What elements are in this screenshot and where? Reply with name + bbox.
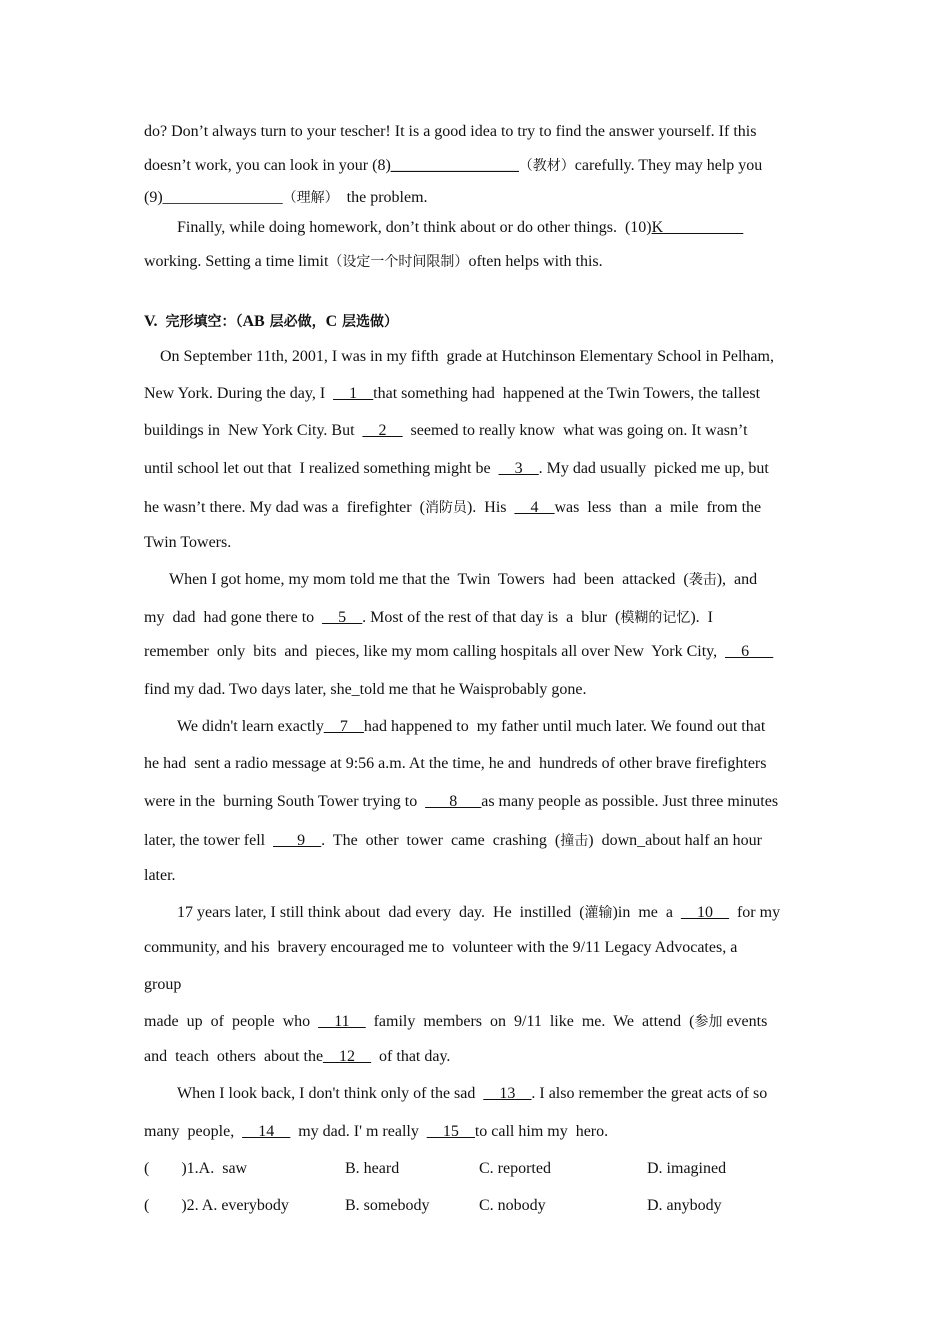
question-2-option-a: ( )2. A. everybody xyxy=(144,1197,289,1214)
blank-5: __5__ xyxy=(322,609,363,626)
passage-line: my dad had gone there to __5__. Most of the rest of that day is a blur (模糊的记忆). I xyxy=(144,609,713,626)
passage-line: community, and his bravery encouraged me to volunteer with the 9/11 Legacy Advocates, a xyxy=(144,939,738,956)
blank-10-cloze: __10__ xyxy=(680,904,729,921)
blank-8-cloze: ___8___ xyxy=(425,793,482,810)
passage-line: buildings in New York City. But __2__ seemed to really know what was going on. It wasn’t xyxy=(144,422,748,439)
section-title: V. 完形填空：（AB 层必做，C 层选做） xyxy=(144,313,399,330)
blank-9: (9)_______________ xyxy=(144,189,283,206)
question-2-option-d: D. anybody xyxy=(647,1197,722,1214)
passage-line: until school let out that I realized something might be __3__. My dad usually picked me up, but xyxy=(144,460,769,477)
question-1-option-b: B. heard xyxy=(345,1160,400,1177)
passage-line: When I look back, I don't think only of the sad __13__. I also remember the great acts of so xyxy=(177,1085,768,1102)
blank-9-cloze: ___9__ xyxy=(273,832,322,849)
passage-line: 17 years later, I still think about dad every day. He instilled (灌输)in me a __10__ for my xyxy=(177,904,781,921)
fill-in-line-5: working. Setting a time limit（设定一个时间限制）often helps with this. xyxy=(144,253,603,270)
blank-4: __4__ xyxy=(514,499,555,516)
blank-2: __2__ xyxy=(362,422,403,439)
fill-in-line-2: doesn’t work, you can look in your (8)________________（教材）carefully. They may help you xyxy=(144,157,763,174)
passage-line: he wasn’t there. My dad was a firefighter (消防员). His __4__was less than a mile from the xyxy=(144,499,762,516)
blank-1: __1__ xyxy=(333,385,374,402)
passage-line: We didn't learn exactly__7__had happened to my father until much later. We found out that xyxy=(177,718,766,735)
passage-line: he had sent a radio message at 9:56 a.m. At the time, he and hundreds of other brave firefighters xyxy=(144,755,767,772)
passage-line: Twin Towers. xyxy=(144,534,232,551)
passage-line: made up of people who __11__ family members on 9/11 like me. We attend (参加 events xyxy=(144,1013,768,1030)
passage-line: group xyxy=(144,976,182,993)
blank-14: __14__ xyxy=(242,1123,291,1140)
question-1-option-c: C. reported xyxy=(479,1160,551,1177)
passage-line: find my dad. Two days later, she_told me that he Waisprobably gone. xyxy=(144,681,587,698)
passage-line: On September 11th, 2001, I was in my fifth grade at Hutchinson Elementary School in Pelham, xyxy=(160,348,774,365)
passage-line: When I got home, my mom told me that the Twin Towers had been attacked (袭击), and xyxy=(169,571,758,588)
passage-line: many people, __14__ my dad. I' m really __15__to call him my hero. xyxy=(144,1123,609,1140)
passage-line: and teach others about the__12__ of that day. xyxy=(144,1048,451,1065)
fill-in-line-4: Finally, while doing homework, don’t think about or do other things. (10)K__________ xyxy=(177,219,744,236)
passage-line: remember only bits and pieces, like my mom calling hospitals all over New York City, __6___ xyxy=(144,643,774,660)
blank-3: __3__ xyxy=(498,460,539,477)
passage-line: New York. During the day, I __1__that something had happened at the Twin Towers, the tallest xyxy=(144,385,761,402)
fill-in-line-1: do? Don’t always turn to your tescher! It is a good idea to try to find the answer yourself. If this xyxy=(144,123,757,140)
blank-15: __15__ xyxy=(426,1123,475,1140)
question-1-option-a: ( )1.A. saw xyxy=(144,1160,248,1177)
blank-8: ________________ xyxy=(390,157,519,174)
blank-12: __12__ xyxy=(323,1048,372,1065)
question-2-option-b: B. somebody xyxy=(345,1197,430,1214)
blank-11: __11__ xyxy=(318,1013,366,1030)
blank-10: K__________ xyxy=(651,219,744,236)
blank-13: __13__ xyxy=(483,1085,532,1102)
passage-line: later, the tower fell ___9__. The other tower came crashing (撞击) down_about half an hour xyxy=(144,832,762,849)
passage-line: later. xyxy=(144,867,176,884)
fill-in-line-3: (9)_______________（理解） the problem. xyxy=(144,189,428,206)
blank-7: __7__ xyxy=(323,718,364,735)
blank-6: __6___ xyxy=(725,643,774,660)
question-2-option-c: C. nobody xyxy=(479,1197,546,1214)
question-1-option-d: D. imagined xyxy=(647,1160,727,1177)
passage-line: were in the burning South Tower trying to ___8___as many people as possible. Just three minutes xyxy=(144,793,779,810)
